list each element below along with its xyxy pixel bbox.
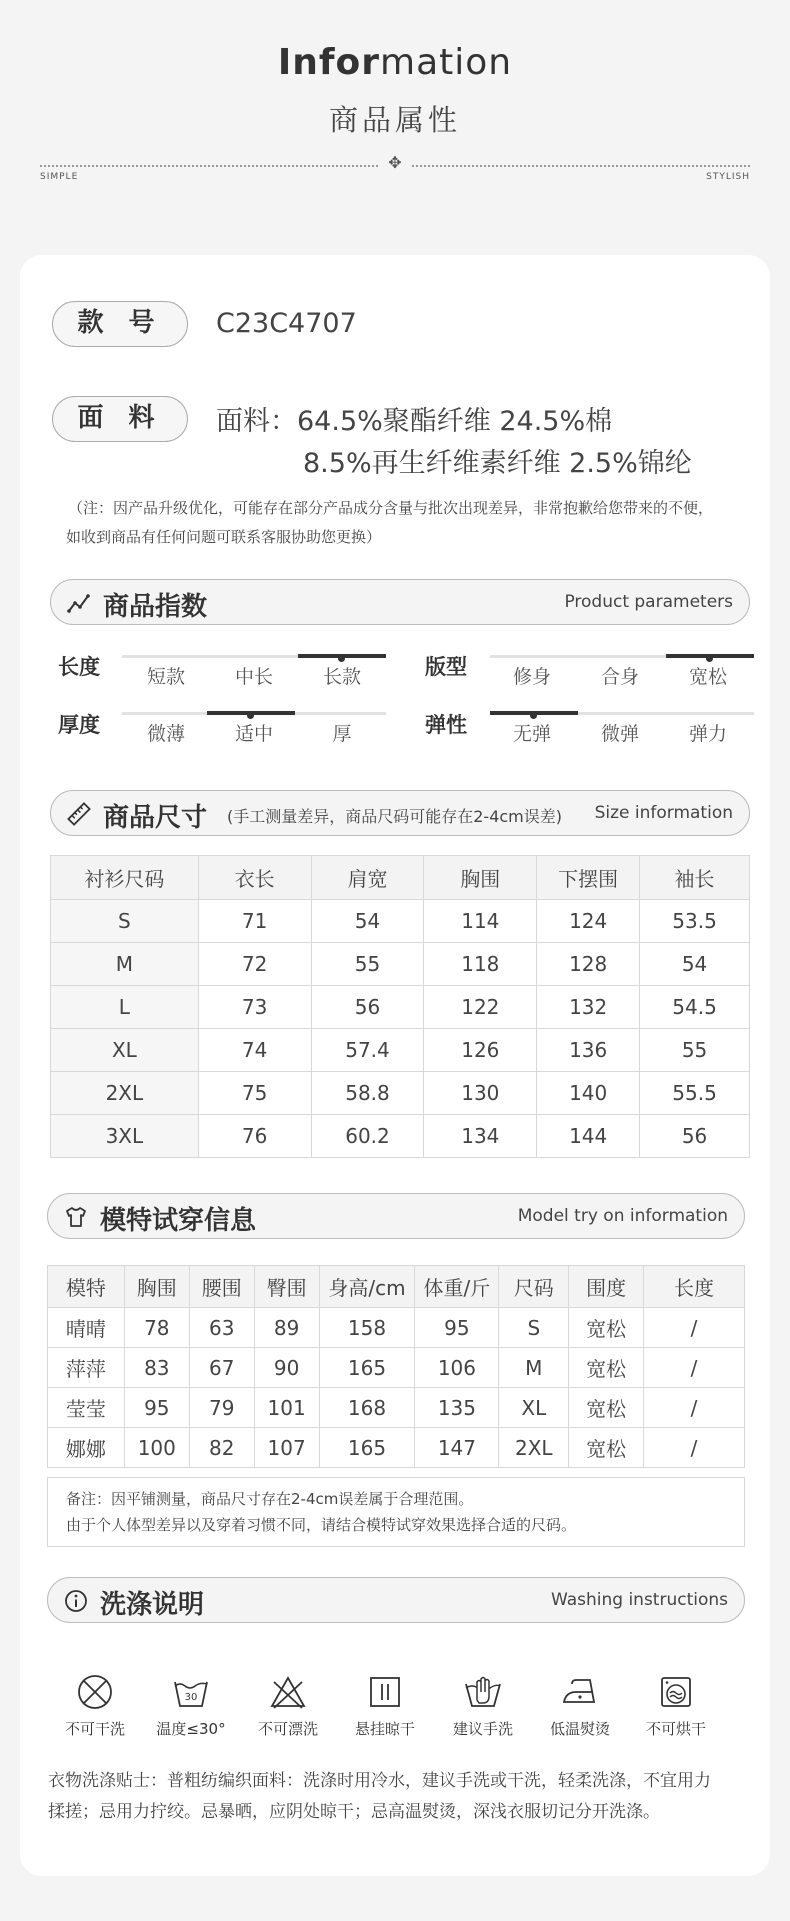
table-cell: 165 xyxy=(319,1428,415,1468)
divider-left xyxy=(40,165,378,167)
table-cell: 89 xyxy=(254,1308,319,1348)
table-cell: 107 xyxy=(254,1428,319,1468)
table-cell: 莹莹 xyxy=(48,1388,125,1428)
table-cell: 56 xyxy=(640,1115,750,1158)
table-cell: L xyxy=(51,986,199,1029)
table-cell: 57.4 xyxy=(311,1029,424,1072)
table-cell: 100 xyxy=(124,1428,189,1468)
table-header-row xyxy=(51,856,750,900)
table-cell: 168 xyxy=(319,1388,415,1428)
wash-label: 建议手洗 xyxy=(452,1720,513,1738)
param-option: 弹力 xyxy=(688,723,727,745)
code-value: C23C4707 xyxy=(216,308,357,339)
table-cell: 宽松 xyxy=(569,1308,644,1348)
wash-label: 不可烘干 xyxy=(645,1720,706,1738)
hand-wash-icon xyxy=(463,1672,503,1712)
table-cell: XL xyxy=(51,1029,199,1072)
table-cell: 130 xyxy=(424,1072,537,1115)
table-cell: 2XL xyxy=(499,1428,569,1468)
table-cell: 122 xyxy=(424,986,537,1029)
wash-temp-icon xyxy=(171,1672,211,1712)
table-cell: 78 xyxy=(124,1308,189,1348)
wash-item xyxy=(540,1672,620,1739)
section-header-params xyxy=(50,579,750,625)
table-header-row xyxy=(48,1266,745,1308)
table-cell: 63 xyxy=(189,1308,254,1348)
column-header: 袖长 xyxy=(640,856,750,900)
table-cell: 宽松 xyxy=(569,1388,644,1428)
column-header: 下摆围 xyxy=(537,856,640,900)
section-english-wash: Washing instructions xyxy=(550,1590,728,1610)
table-cell: 95 xyxy=(124,1388,189,1428)
table-cell: 55 xyxy=(311,943,424,986)
wash-label: 不可干洗 xyxy=(64,1720,125,1738)
wash-label: 温度≤30° xyxy=(156,1720,226,1738)
param-option: 无弹 xyxy=(512,723,551,745)
no-bleach-icon xyxy=(268,1672,308,1712)
table-cell: 71 xyxy=(198,900,311,943)
no-tumble-dry-icon xyxy=(656,1672,696,1712)
fabric-line2: 8.5%再生纤维素纤维 2.5%锦纶 xyxy=(303,448,692,479)
divider-right xyxy=(412,165,750,167)
wash-label: 不可漂洗 xyxy=(257,1720,318,1738)
model-remark xyxy=(47,1477,745,1547)
table-row xyxy=(48,1308,745,1348)
no-wash-icon xyxy=(75,1672,115,1712)
table-cell: S xyxy=(51,900,199,943)
table-cell: S xyxy=(499,1308,569,1348)
page-subtitle: 商品属性 xyxy=(328,103,461,137)
note-line1: （注：因产品升级优化，可能存在部分产品成分含量与批次出现差异，非常抱歉给您带来的不便， xyxy=(68,499,714,517)
table-cell: 75 xyxy=(198,1072,311,1115)
section-english-size: Size information xyxy=(594,803,733,823)
column-header: 臀围 xyxy=(254,1266,319,1308)
table-cell: XL xyxy=(499,1388,569,1428)
tshirt-icon xyxy=(64,1205,88,1229)
size-table xyxy=(50,855,750,1158)
table-cell: / xyxy=(644,1388,745,1428)
table-row xyxy=(51,1072,750,1115)
page-title xyxy=(0,42,790,83)
trend-line-icon xyxy=(67,591,91,615)
param-label-thickness: 厚度 xyxy=(58,713,100,737)
section-header-model xyxy=(47,1193,745,1239)
column-header: 长度 xyxy=(644,1266,745,1308)
tag-simple: SIMPLE xyxy=(40,172,79,182)
column-header: 身高/cm xyxy=(319,1266,415,1308)
table-cell: 165 xyxy=(319,1348,415,1388)
info-icon xyxy=(64,1589,88,1613)
table-cell: 118 xyxy=(424,943,537,986)
table-cell: 53.5 xyxy=(640,900,750,943)
section-header-wash xyxy=(47,1577,745,1623)
param-marker-length xyxy=(338,655,345,662)
table-cell: 60.2 xyxy=(311,1115,424,1158)
column-header: 模特 xyxy=(48,1266,125,1308)
param-option: 短款 xyxy=(146,666,185,688)
param-option: 适中 xyxy=(234,723,273,745)
table-cell: 147 xyxy=(415,1428,499,1468)
table-cell: 55.5 xyxy=(640,1072,750,1115)
table-row xyxy=(51,986,750,1029)
wash-item xyxy=(55,1672,135,1739)
wash-item xyxy=(443,1672,523,1739)
column-header: 衣长 xyxy=(198,856,311,900)
table-cell: 124 xyxy=(537,900,640,943)
table-cell: 95 xyxy=(415,1308,499,1348)
table-cell: 82 xyxy=(189,1428,254,1468)
table-cell: / xyxy=(644,1348,745,1388)
section-title-params: 商品指数 xyxy=(103,592,208,622)
code-label: 款 号 xyxy=(52,301,188,347)
table-cell: 54 xyxy=(311,900,424,943)
table-cell: 140 xyxy=(537,1072,640,1115)
table-cell: 宽松 xyxy=(569,1348,644,1388)
param-label-length: 长度 xyxy=(58,655,100,679)
param-marker-fit xyxy=(706,655,713,662)
table-row xyxy=(51,900,750,943)
column-header: 尺码 xyxy=(499,1266,569,1308)
column-header: 围度 xyxy=(569,1266,644,1308)
wash-label: 低温熨烫 xyxy=(549,1720,610,1738)
section-header-size xyxy=(50,790,750,836)
hang-dry-icon xyxy=(365,1672,405,1712)
table-cell: 79 xyxy=(189,1388,254,1428)
table-cell: 54.5 xyxy=(640,986,750,1029)
table-cell: 126 xyxy=(424,1029,537,1072)
column-header: 体重/斤 xyxy=(415,1266,499,1308)
table-cell: 114 xyxy=(424,900,537,943)
column-header: 胸围 xyxy=(424,856,537,900)
table-cell: / xyxy=(644,1428,745,1468)
remark-line1: 备注：因平铺测量，商品尺寸存在2-4cm误差属于合理范围。 xyxy=(66,1490,474,1508)
cross-arrows-icon: ✥ xyxy=(388,153,402,172)
table-row xyxy=(51,943,750,986)
table-cell: 135 xyxy=(415,1388,499,1428)
param-marker-elasticity xyxy=(530,712,537,719)
title-bold: Infor xyxy=(277,42,381,83)
param-label-elasticity: 弹性 xyxy=(425,713,467,737)
param-option: 宽松 xyxy=(688,666,727,688)
table-cell: M xyxy=(51,943,199,986)
fabric-label: 面 料 xyxy=(52,396,188,442)
column-header: 肩宽 xyxy=(311,856,424,900)
section-english-model: Model try on information xyxy=(517,1206,728,1226)
table-cell: 128 xyxy=(537,943,640,986)
param-label-fit: 版型 xyxy=(425,655,467,679)
note-line2: 如收到商品有任何问题可联系客服协助您更换） xyxy=(66,528,382,546)
table-cell: 144 xyxy=(537,1115,640,1158)
wash-item xyxy=(636,1672,716,1739)
section-title-wash: 洗涤说明 xyxy=(100,1590,205,1620)
tag-stylish: STYLISH xyxy=(706,172,750,182)
param-option: 微薄 xyxy=(146,723,185,745)
param-option: 合身 xyxy=(600,666,639,688)
table-cell: 76 xyxy=(198,1115,311,1158)
table-row xyxy=(51,1115,750,1158)
column-header: 衬衫尺码 xyxy=(51,856,199,900)
section-title-size: 商品尺寸 xyxy=(103,803,208,833)
table-cell: 136 xyxy=(537,1029,640,1072)
wash-item xyxy=(345,1672,425,1739)
table-cell: 74 xyxy=(198,1029,311,1072)
table-cell: 158 xyxy=(319,1308,415,1348)
param-option: 修身 xyxy=(512,666,551,688)
size-note: (手工测量差异，商品尺码可能存在2-4cm误差) xyxy=(227,807,563,826)
section-title-model: 模特试穿信息 xyxy=(100,1206,257,1236)
table-cell: 晴晴 xyxy=(48,1308,125,1348)
low-iron-icon xyxy=(560,1672,600,1712)
table-cell: 55 xyxy=(640,1029,750,1072)
section-english-params: Product parameters xyxy=(564,592,733,612)
table-cell: 3XL xyxy=(51,1115,199,1158)
table-cell: 73 xyxy=(198,986,311,1029)
table-cell: 萍萍 xyxy=(48,1348,125,1388)
param-option: 长款 xyxy=(322,666,361,688)
param-option: 微弹 xyxy=(600,723,639,745)
table-cell: 54 xyxy=(640,943,750,986)
param-option: 厚 xyxy=(332,723,352,745)
remark-line2: 由于个人体型差异以及穿着习惯不同，请结合模特试穿效果选择合适的尺码。 xyxy=(66,1516,577,1534)
table-cell: 2XL xyxy=(51,1072,199,1115)
table-cell: 106 xyxy=(415,1348,499,1388)
column-header: 腰围 xyxy=(189,1266,254,1308)
wash-label: 悬挂晾干 xyxy=(354,1720,415,1738)
wash-item xyxy=(248,1672,328,1739)
table-cell: 132 xyxy=(537,986,640,1029)
wash-temp-value: 30 xyxy=(184,1692,198,1703)
table-cell: 101 xyxy=(254,1388,319,1428)
model-table xyxy=(47,1265,745,1468)
param-marker-thickness xyxy=(247,712,254,719)
wash-item xyxy=(151,1672,231,1739)
table-cell: 72 xyxy=(198,943,311,986)
table-cell: 56 xyxy=(311,986,424,1029)
table-row xyxy=(48,1348,745,1388)
wash-tips-line1: 衣物洗涤贴士：普粗纺编织面料：洗涤时用冷水，建议手洗或干洗，轻柔洗涤，不宜用力 xyxy=(48,1771,711,1791)
table-cell: 83 xyxy=(124,1348,189,1388)
table-cell: M xyxy=(499,1348,569,1388)
table-row xyxy=(48,1428,745,1468)
table-cell: 90 xyxy=(254,1348,319,1388)
param-option: 中长 xyxy=(234,666,273,688)
fabric-line1: 面料：64.5%聚酯纤维 24.5%棉 xyxy=(216,406,613,437)
table-cell: 58.8 xyxy=(311,1072,424,1115)
table-row xyxy=(48,1388,745,1428)
table-row xyxy=(51,1029,750,1072)
ruler-icon xyxy=(67,802,91,826)
column-header: 胸围 xyxy=(124,1266,189,1308)
table-cell: 宽松 xyxy=(569,1428,644,1468)
title-light: mation xyxy=(380,42,513,83)
table-cell: 67 xyxy=(189,1348,254,1388)
wash-tips-line2: 揉搓；忌用力拧绞。忌暴晒，应阴处晾干；忌高温熨烫，深浅衣服切记分开洗涤。 xyxy=(48,1802,660,1822)
table-cell: / xyxy=(644,1308,745,1348)
table-cell: 134 xyxy=(424,1115,537,1158)
table-cell: 娜娜 xyxy=(48,1428,125,1468)
